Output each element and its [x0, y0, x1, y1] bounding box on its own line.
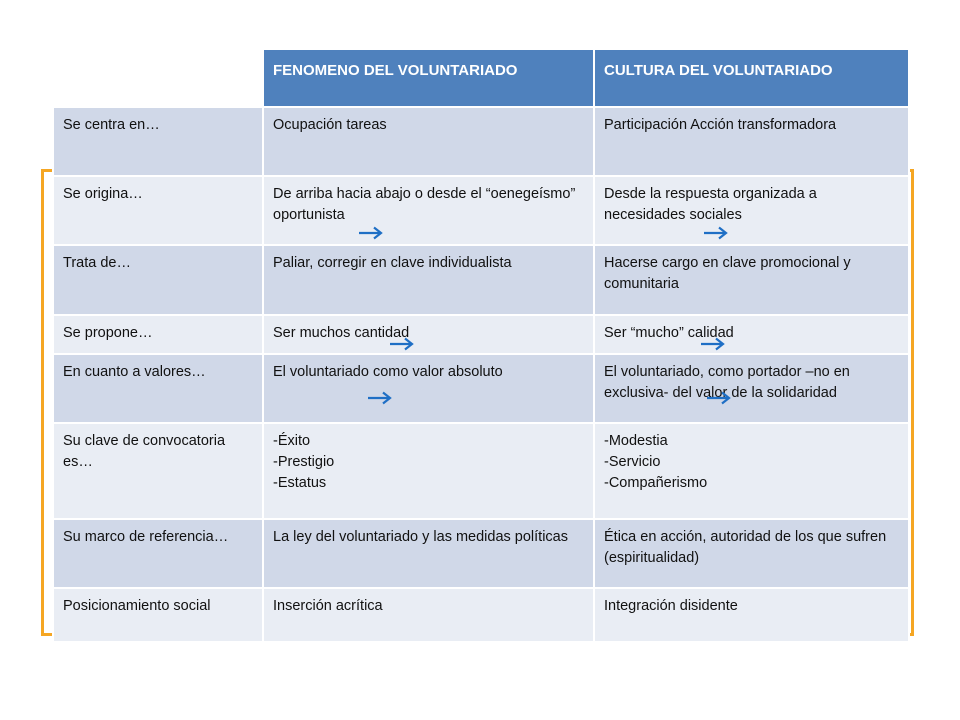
row-label: Su marco de referencia…	[53, 519, 263, 588]
header-row	[53, 49, 909, 107]
arrow-right-icon	[389, 337, 415, 351]
cultura-cell: Desde la respuesta organizada a necesidades sociales	[594, 176, 909, 245]
fenomeno-cell: La ley del voluntariado y las medidas políticas	[263, 519, 594, 588]
arrow-right-icon	[706, 391, 732, 405]
arrow-right-icon	[700, 337, 726, 351]
row-label: Posicionamiento social	[53, 588, 263, 642]
cultura-cell: Ser “mucho” calidad	[594, 315, 909, 354]
arrow-right-icon	[367, 391, 393, 405]
fenomeno-cell: Ocupación tareas	[263, 107, 594, 176]
table-row	[53, 519, 909, 588]
table-row	[53, 423, 909, 519]
fenomeno-cell: Ser muchos cantidad	[263, 315, 594, 354]
table-row	[53, 176, 909, 245]
fenomeno-cell: De arriba hacia abajo o desde el “oenegeísmo” oportunista	[263, 176, 594, 245]
cultura-cell: Ética en acción, autoridad de los que sufren (espiritualidad)	[594, 519, 909, 588]
cultura-cell: Participación Acción transformadora	[594, 107, 909, 176]
row-label: Trata de…	[53, 245, 263, 315]
table-row	[53, 107, 909, 176]
table-row	[53, 245, 909, 315]
row-label: Se propone…	[53, 315, 263, 354]
fenomeno-cell: -Éxito -Prestigio -Estatus	[263, 423, 594, 519]
cultura-cell: El voluntariado, como portador –no en exclusiva- del valor de la solidaridad	[594, 354, 909, 423]
cultura-cell: -Modestia -Servicio -Compañerismo	[594, 423, 909, 519]
row-label: Se origina…	[53, 176, 263, 245]
comparison-table	[52, 48, 910, 643]
fenomeno-cell: El voluntariado como valor absoluto	[263, 354, 594, 423]
arrow-right-icon	[358, 226, 384, 240]
fenomeno-cell: Paliar, corregir en clave individualista	[263, 245, 594, 315]
arrow-right-icon	[703, 226, 729, 240]
table-row	[53, 315, 909, 354]
row-label: En cuanto a valores…	[53, 354, 263, 423]
table-row	[53, 354, 909, 423]
cultura-cell: Hacerse cargo en clave promocional y comunitaria	[594, 245, 909, 315]
row-label: Su clave de convocatoria es…	[53, 423, 263, 519]
row-label: Se centra en…	[53, 107, 263, 176]
header-fenomeno: FENOMENO DEL VOLUNTARIADO	[263, 49, 594, 107]
header-blank-cell	[53, 49, 263, 107]
cultura-cell: Integración disidente	[594, 588, 909, 642]
table-row	[53, 588, 909, 642]
fenomeno-cell: Inserción acrítica	[263, 588, 594, 642]
header-cultura: CULTURA DEL VOLUNTARIADO	[594, 49, 909, 107]
